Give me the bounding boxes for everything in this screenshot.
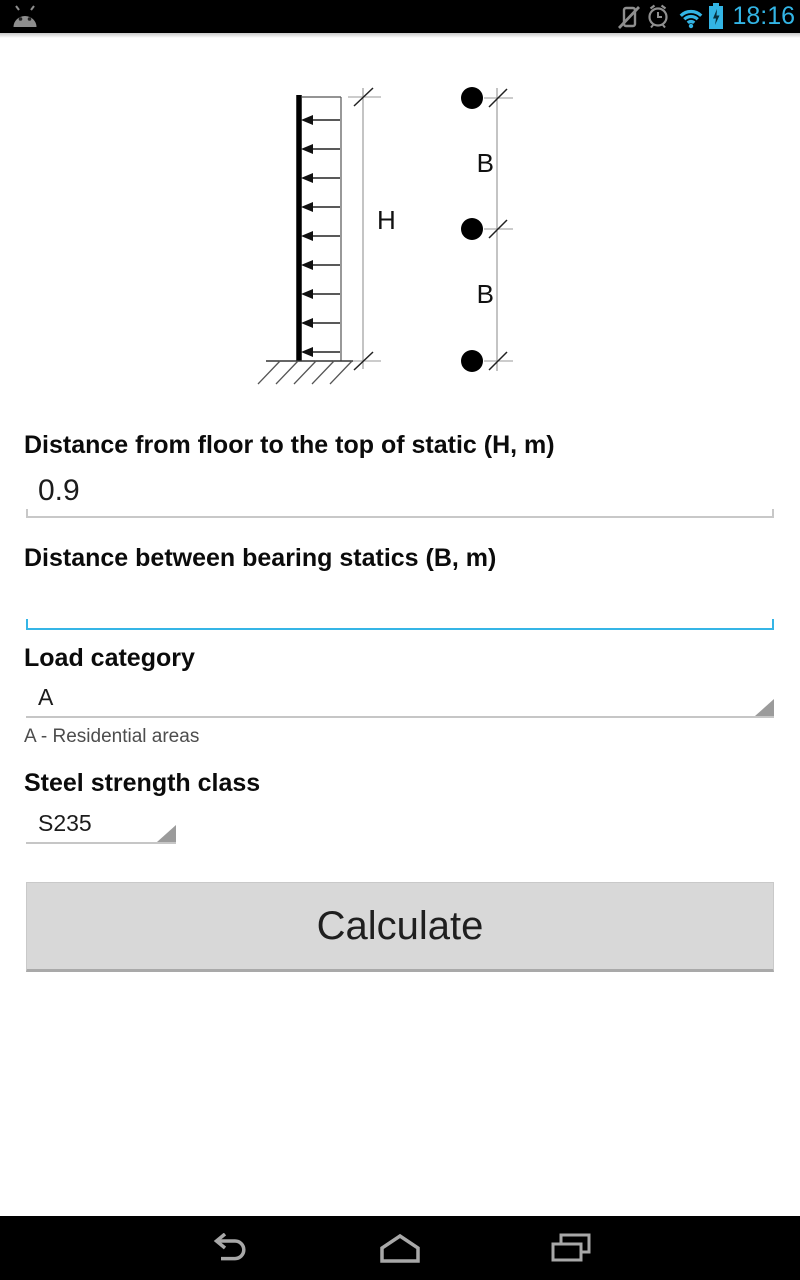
alarm-icon [646, 4, 670, 29]
load-arrows [313, 120, 340, 352]
steel-class-value: S235 [38, 810, 92, 836]
load-category-spinner[interactable] [26, 682, 774, 718]
steel-class-spinner[interactable] [26, 808, 176, 844]
battery-charging-icon [708, 3, 724, 29]
home-button[interactable] [372, 1216, 428, 1280]
dropdown-arrow-icon [157, 825, 176, 842]
dimension-label-b-top: B [476, 148, 494, 178]
back-icon [207, 1233, 253, 1263]
status-bar [0, 0, 800, 33]
b-field [26, 584, 774, 630]
b-input[interactable] [26, 584, 774, 628]
android-icon [10, 5, 40, 28]
load-category-label: Load category [24, 644, 195, 672]
wifi-icon [676, 5, 706, 29]
calculate-button[interactable]: Calculate [26, 882, 774, 972]
dimension-label-b-bottom: B [476, 279, 494, 309]
load-category-helper: A - Residential areas [24, 726, 200, 747]
steel-class-label: Steel strength class [24, 769, 261, 797]
h-field [26, 470, 774, 518]
dimension-label-h: H [377, 205, 396, 235]
dropdown-arrow-icon [755, 699, 774, 716]
load-category-value: A [38, 684, 54, 710]
structural-diagram [0, 0, 560, 400]
vibrate-muted-icon [618, 5, 640, 29]
b-field-label: Distance between bearing statics (B, m) [24, 544, 497, 572]
status-clock: 18:16 [732, 2, 795, 30]
bearing-dot-bottom [461, 350, 483, 372]
bearing-dot-top [461, 87, 483, 109]
ground-hatching [258, 361, 352, 384]
bearing-dot-middle [461, 218, 483, 240]
load-arrowheads [301, 115, 313, 357]
back-button[interactable] [202, 1216, 258, 1280]
h-input[interactable] [26, 470, 774, 516]
home-icon [377, 1233, 423, 1263]
recents-button[interactable] [543, 1216, 599, 1280]
h-field-label: Distance from floor to the top of static (H, m) [24, 431, 555, 459]
navigation-bar [0, 1216, 800, 1280]
recents-icon [549, 1233, 593, 1263]
